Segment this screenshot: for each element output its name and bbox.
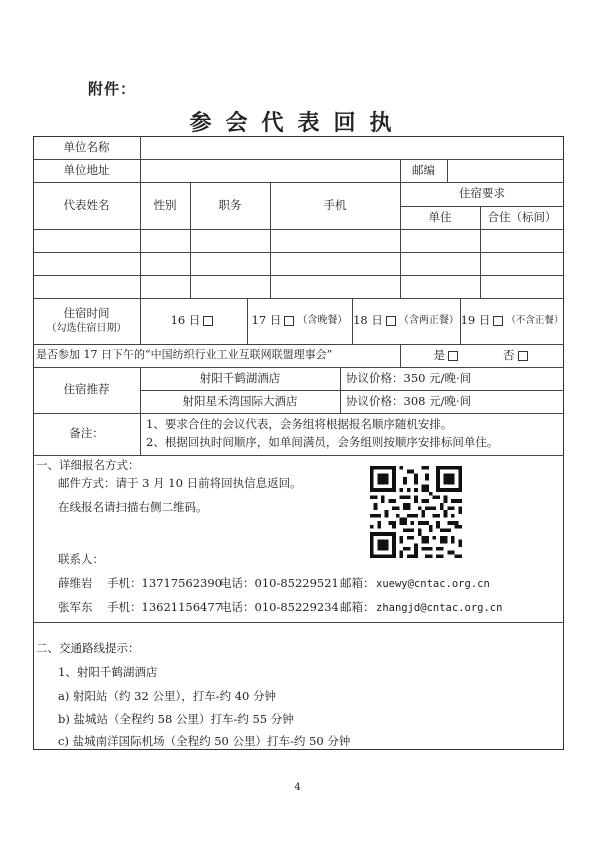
day18-checkbox[interactable] [386,316,396,326]
day16-label: 16 日 [170,313,201,328]
transport-hotel: 1、射阳千鹤湖酒店 [58,665,158,679]
day17-label: 17 日 [251,313,282,328]
col-shared-room: 合住（标间） [487,209,557,224]
stay-time-label: 住宿时间 [63,306,110,321]
contact-1-mail-label: 邮箱： [340,576,375,590]
day18-note: （含两正餐） [398,315,459,327]
transport-heading: 二、交通路线提示： [36,641,140,655]
day17-note: （含晚餐） [297,315,348,327]
attend-no-checkbox[interactable] [518,351,528,361]
remark-line-2: 2、根据回执时间顺序，如单间满员，会务组则按顺序安排标间单住。 [146,435,499,449]
signup-heading: 一、详细报名方式： [36,458,140,472]
postcode-field[interactable] [448,160,563,182]
attend-question: 是否参加 17 日下午的“中国纺织行业工业互联网联盟理事会” [36,348,333,362]
attend-no-label: 否 [503,347,515,362]
contact-2-email[interactable]: zhangjd@cntac.org.cn [376,602,503,614]
stay-time-hint: （勾选住宿日期） [46,323,127,334]
contact-1-mobile: 手机：13717562390 [107,576,222,590]
route-c: c) 盐城南洋国际机场（全程约 50 公里）打车-约 50 分钟 [58,734,351,748]
contact-1-email[interactable]: xuewy@cntac.org.cn [376,578,490,590]
stay-day19-option[interactable] [460,298,564,344]
attend-yes-checkbox[interactable] [448,351,458,361]
stay-day18-option[interactable] [352,298,460,344]
day19-checkbox[interactable] [493,316,503,326]
col-position: 职务 [218,197,242,212]
signup-qr-code [370,466,462,558]
contacts-label: 联系人： [58,552,104,566]
contact-1-name: 薛维岩 [58,576,93,590]
col-mobile: 手机 [323,197,347,212]
day16-checkbox[interactable] [203,316,213,326]
remark-label: 备注： [69,426,104,441]
contact-2-mobile: 手机：13621156477 [107,600,222,614]
attend-options [400,344,564,367]
unit-address-label: 单位地址 [63,162,110,177]
postcode-label: 邮编 [412,162,435,177]
signup-online: 在线报名请扫描右侧二维码。 [58,500,208,514]
col-delegate-name: 代表姓名 [63,197,110,212]
contact-2-tel: 电话：010-85229234 [220,600,339,614]
day19-label: 19 日 [460,313,491,328]
hotel-1-price: 协议价格：350 元/晚·间 [346,370,472,385]
day17-checkbox[interactable] [284,316,294,326]
hotel-2-name: 射阳星禾湾国际大酒店 [182,393,298,408]
contact-2-mail-label: 邮箱： [340,600,375,614]
unit-name-field[interactable] [141,137,563,159]
stay-time-cell [33,298,140,344]
attachment-label: 附件： [88,80,137,98]
col-single-room: 单住 [428,209,452,224]
day19-note: （不含正餐） [506,314,564,326]
unit-address-field[interactable] [141,160,399,182]
day18-label: 18 日 [353,313,383,328]
hotel-2-price: 协议价格：308 元/晚·间 [346,393,472,408]
col-lodging: 住宿要求 [459,186,505,201]
hotel-label: 住宿推荐 [63,382,110,397]
contact-1-tel: 电话：010-85229521 [220,576,339,590]
col-gender: 性别 [153,197,177,212]
stay-day17-option[interactable] [247,298,352,344]
form-title: 参会代表回执 [189,110,406,136]
hotel-1-name: 射阳千鹤湖酒店 [199,370,281,385]
contact-2-name: 张军东 [58,600,93,614]
remark-line-1: 1、要求合住的会议代表，会务组将根据报名顺序随机安排。 [146,417,453,431]
route-b: b) 盐城站（全程约 58 公里）打车-约 55 分钟 [58,712,294,726]
unit-name-label: 单位名称 [63,139,110,154]
route-a: a) 射阳站（约 32 公里），打车-约 40 分钟 [58,689,277,703]
signup-mail: 邮件方式：请于 3 月 10 日前将回执信息返回。 [58,476,302,490]
stay-day16-option[interactable] [140,298,247,344]
page-number: 4 [294,782,301,793]
attend-yes-label: 是 [433,347,445,362]
